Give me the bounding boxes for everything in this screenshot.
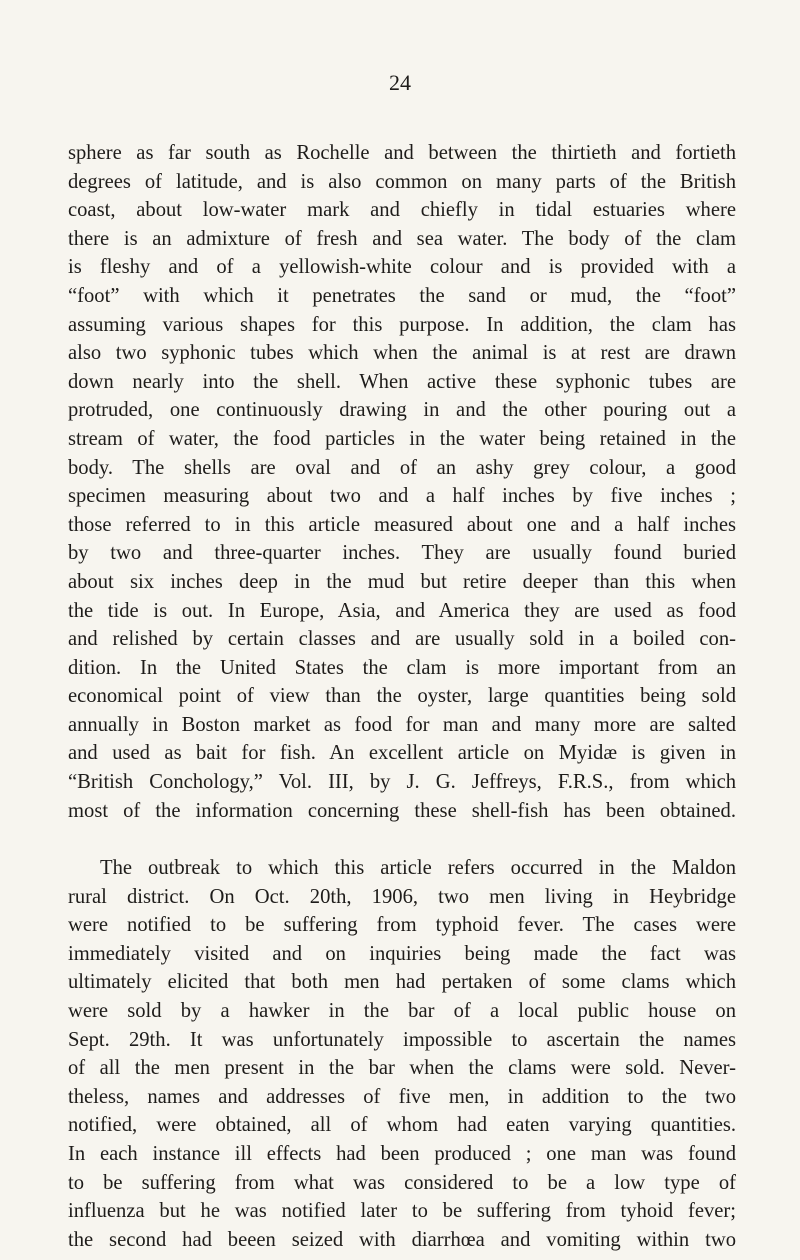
text-line: annually in Boston market as food for man and many more are salted xyxy=(68,713,736,736)
text-line: sphere as far south as Rochelle and between the thirtieth and fortieth xyxy=(68,142,736,164)
text-line: to be suffering from what was considered to be a low type of xyxy=(68,1171,736,1194)
text-line: were notified to be suffering from typhoid fever. The cases were xyxy=(68,914,736,937)
text-line: economical point of view than the oyster, large quantities being sold xyxy=(68,685,736,708)
text-line: by two and three-quarter inches. They are usually found buried xyxy=(68,542,736,565)
text-line: theless, names and addresses of five men, in addition to the two xyxy=(68,1085,736,1108)
text-line: The outbreak to which this article refers occurred in the Maldon xyxy=(100,857,736,879)
text-line: the second had beeen seized with diarrhœa and vomiting within two xyxy=(68,1228,736,1251)
text-line: Sept. 29th. It was unfortunately impossible to ascertain the names xyxy=(68,1028,736,1051)
paragraph-1 xyxy=(68,139,736,825)
text-line: In each instance ill effects had been produced ; one man was found xyxy=(68,1142,736,1165)
text-line: body. The shells are oval and of an ashy grey colour, a good xyxy=(68,456,736,479)
text-line: “foot” with which it penetrates the sand or mud, the “foot” xyxy=(68,284,736,307)
text-line: protruded, one continuously drawing in and the other pouring out a xyxy=(68,399,736,422)
text-line: stream of water, the food particles in the water being retained in the xyxy=(68,427,736,450)
text-line: immediately visited and on inquiries being made the fact was xyxy=(68,942,736,965)
text-line: the tide is out. In Europe, Asia, and America they are used as food xyxy=(68,599,736,622)
text-line: also two syphonic tubes which when the animal is at rest are drawn xyxy=(68,342,736,365)
text-line: “British Conchology,” Vol. III, by J. G. Jeffreys, F.R.S., from which xyxy=(68,771,736,794)
text-line: of all the men present in the bar when the clams were sold. Never- xyxy=(68,1057,736,1080)
text-line: assuming various shapes for this purpose. In addition, the clam has xyxy=(68,313,736,336)
page-number: 24 xyxy=(389,70,411,95)
text-line: influenza but he was notified later to be suffering from tyhoid fever; xyxy=(68,1200,736,1223)
text-line: and used as bait for fish. An excellent article on Myidæ is given in xyxy=(68,742,736,765)
text-line: dition. In the United States the clam is more important from an xyxy=(68,656,736,679)
text-line: coast, about low-water mark and chiefly in tidal estuaries where xyxy=(68,199,736,222)
text-line: those referred to in this article measured about one and a half inches xyxy=(68,513,736,536)
text-line: down nearly into the shell. When active these syphonic tubes are xyxy=(68,370,736,393)
paragraph-2 xyxy=(68,854,736,1254)
text-line: about six inches deep in the mud but retire deeper than this when xyxy=(68,570,736,593)
text-line: were sold by a hawker in the bar of a local public house on xyxy=(68,999,736,1022)
text-line: there is an admixture of fresh and sea water. The body of the clam xyxy=(68,227,736,250)
text-line: notified, were obtained, all of whom had eaten varying quantities. xyxy=(68,1114,736,1137)
text-line: is fleshy and of a yellowish-white colour and is provided with a xyxy=(68,256,736,279)
text-line: ultimately elicited that both men had pertaken of some clams which xyxy=(68,971,736,994)
text-line: degrees of latitude, and is also common on many parts of the British xyxy=(68,170,736,193)
text-line: specimen measuring about two and a half inches by five inches ; xyxy=(68,485,736,508)
text-line: and relished by certain classes and are usually sold in a boiled con- xyxy=(68,628,736,651)
text-line: rural district. On Oct. 20th, 1906, two men living in Heybridge xyxy=(68,885,736,908)
text-line: most of the information concerning these shell-fish has been obtained. xyxy=(68,799,736,822)
